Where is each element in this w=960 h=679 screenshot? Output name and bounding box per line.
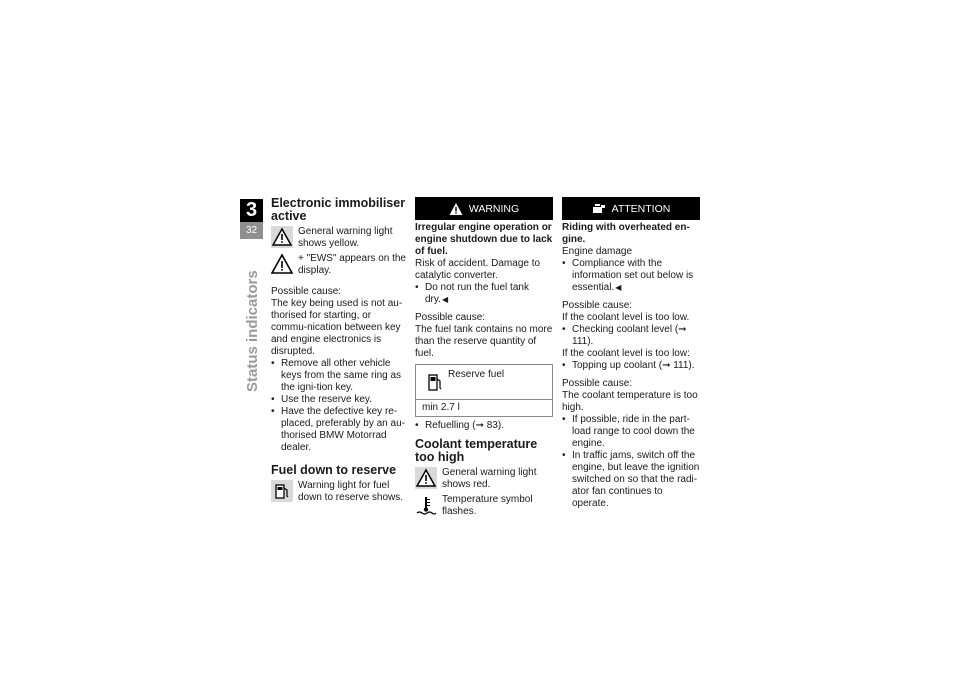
cause-text: If the coolant level is too low: [562,348,690,359]
list-item: • If possible, ride in the part-load range to cool down the engine. [562,414,700,450]
chapter-title-vertical [237,242,267,392]
fuel-reserve-heading: Fuel down to reserve [271,463,397,477]
warning-banner [415,197,553,220]
general-light-text: General warning light shows red. [442,467,537,490]
chapter-title: Status indicators [244,270,261,392]
list-item: • Use the reserve key. [271,394,409,406]
cause-text: The key being used is not au-thorised for starting, or commu-nication between key and engine electronics is disrupted. [271,298,403,357]
temperature-symbol-text: Temperature symbol flashes. [442,494,533,517]
list-item: • Checking coolant level (➞ 111). [562,324,700,348]
warning-triangle-outline-icon [271,253,293,275]
chapter-number: 3 [240,199,263,222]
fuel-light-row [271,480,409,504]
general-light-row [271,226,409,250]
general-light-row [415,467,553,491]
ews-row [271,253,409,277]
possible-cause-label: Possible cause: [415,312,486,323]
list-item: • Have the defective key re-placed, preferably by an au-thorised BMW Motorrad dealer. [271,406,409,454]
general-light-text: General warning light shows yellow. [298,226,393,249]
list-item: • Refuelling (➞ 83). [415,420,553,432]
ews-text: + "EWS" appears on the display. [298,253,406,276]
warning-text: Risk of accident. Damage to catalytic converter. [415,258,541,281]
coolant-check-list [562,324,700,348]
cause-text: The fuel tank contains no more than the reserve quantity of fuel. [415,324,553,359]
possible-cause-label: Possible cause: [271,286,342,297]
warning-triangle-icon [271,226,293,248]
warning-triangle-icon [449,202,463,216]
fuel-light-text: Warning light for fuel down to reserve shows. [298,480,404,503]
immobiliser-actions [271,358,409,454]
attention-banner-label: ATTENTION [611,202,671,215]
attention-text: Engine damage [562,246,633,257]
cause-text: If the coolant level is too low. [562,312,690,323]
column-attention [562,197,700,510]
list-item: • Compliance with the information set out below is essential. ◀ [562,258,700,294]
list-item: • Remove all other vehicle keys from the same ring as the igni-tion key. [271,358,409,394]
coolant-heading: Coolant temperature too high [415,437,538,464]
attention-banner [562,197,700,220]
reserve-fuel-table [415,364,553,417]
attention-actions [562,258,700,294]
fuel-pump-icon [271,480,293,502]
warning-banner-label: WARNING [468,202,520,215]
cause-text: The coolant temperature is too high. [562,390,698,413]
column-immobiliser [271,197,409,507]
refuel-list [415,420,553,432]
temperature-symbol-row [415,494,553,518]
immobiliser-heading: Electronic immobiliser active [271,196,406,223]
overheat-actions [562,414,700,510]
warning-title: Irregular engine operation or engine shutdown due to lack of fuel. [415,222,553,257]
warning-triangle-icon [415,467,437,489]
attention-title: Riding with overheated en-gine. [562,222,690,245]
reserve-fuel-label: Reserve fuel [448,369,505,380]
possible-cause-label: Possible cause: [562,378,633,389]
list-item: • Topping up coolant (➞ 111). [562,360,700,372]
page-number: 32 [240,222,263,239]
column-warning [415,197,553,521]
reserve-fuel-value: min 2.7 l [422,402,460,413]
list-item: • Do not run the fuel tank dry. ◀ [415,282,553,306]
fuel-pump-icon [424,372,442,394]
motorcycle-damage-icon [592,202,606,216]
coolant-topup-list [562,360,700,372]
possible-cause-label: Possible cause: [562,300,633,311]
list-item: • In traffic jams, switch off the engine, but leave the ignition switched on so that the radi-ator fan continues to operate. [562,450,700,510]
warning-actions [415,282,553,306]
coolant-temperature-icon [415,494,437,516]
